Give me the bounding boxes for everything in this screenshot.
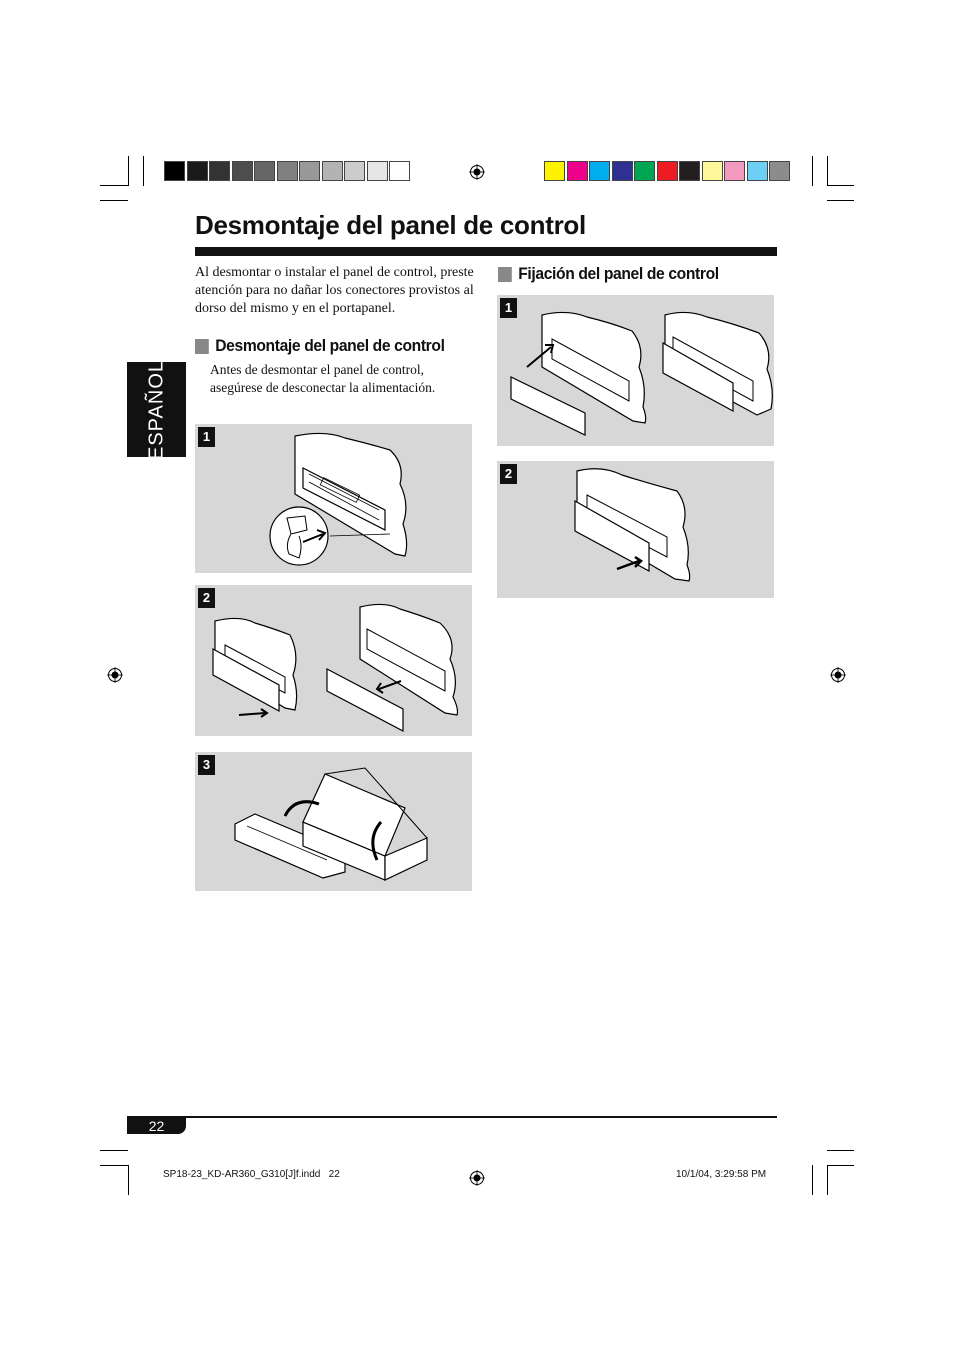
- registration-swatch: [634, 161, 655, 181]
- removal-text: Antes de desmontar el panel de control, asegúrese de desconectar la alimentación.: [210, 362, 436, 395]
- registration-swatch: [299, 161, 320, 181]
- step-number: 2: [198, 588, 215, 608]
- page-title: Desmontaje del panel de control: [195, 210, 586, 240]
- removal-step-3-panel: [195, 752, 472, 891]
- store-in-case-illustration: [195, 752, 472, 891]
- registration-swatch: [567, 161, 588, 181]
- registration-swatch: [389, 161, 410, 181]
- detach-panel-illustration: [195, 585, 472, 736]
- crop-mark: [827, 1165, 854, 1166]
- crop-mark: [100, 185, 128, 186]
- registration-swatch: [657, 161, 678, 181]
- crop-mark: [827, 1150, 854, 1151]
- registration-swatch: [589, 161, 610, 181]
- crop-mark: [100, 1165, 128, 1166]
- press-panel-illustration: [497, 461, 774, 598]
- footer-rule: [127, 1116, 777, 1118]
- crop-mark: [827, 200, 854, 201]
- registration-swatch: [747, 161, 768, 181]
- crop-mark: [100, 1150, 128, 1151]
- insert-panel-illustration: [497, 295, 774, 446]
- registration-swatch: [254, 161, 275, 181]
- attach-step-1-panel: [497, 295, 774, 446]
- crop-mark: [128, 1165, 129, 1195]
- attach-step-2-panel: [497, 461, 774, 598]
- registration-swatch: [344, 161, 365, 181]
- registration-target-icon: [469, 164, 485, 180]
- registration-swatch: [322, 161, 343, 181]
- removal-step-2-panel: [195, 585, 472, 736]
- registration-swatch: [209, 161, 230, 181]
- crop-mark: [100, 200, 128, 201]
- step-number: 1: [500, 298, 517, 318]
- attach-heading-label: Fijación del panel de control: [518, 264, 719, 283]
- registration-swatch: [277, 161, 298, 181]
- title-rule: [195, 247, 777, 256]
- removal-heading-label: Desmontaje del panel de control: [215, 336, 445, 355]
- release-button-illustration: [195, 424, 472, 573]
- crop-mark: [812, 156, 813, 186]
- registration-target-icon: [469, 1170, 485, 1186]
- registration-swatch: [544, 161, 565, 181]
- grayscale-registration-bar: [164, 161, 412, 183]
- registration-swatch: [612, 161, 633, 181]
- registration-swatch: [187, 161, 208, 181]
- language-tab-label: ESPAÑOL: [145, 359, 167, 460]
- registration-swatch: [724, 161, 745, 181]
- heading-square-icon: [498, 267, 512, 282]
- intro-text: Al desmontar o instalar el panel de control, preste atención para no dañar los conectores provistos al dorso del mismo y en el portapanel.: [195, 265, 474, 316]
- footer-file-name: SP18-23_KD-AR360_G310[J]f.indd 22: [163, 1169, 340, 1180]
- crop-mark: [812, 1165, 813, 1195]
- crop-mark: [143, 156, 144, 186]
- registration-swatch: [367, 161, 388, 181]
- registration-swatch: [769, 161, 790, 181]
- footer-timestamp: 10/1/04, 3:29:58 PM: [676, 1169, 767, 1180]
- crop-mark: [128, 156, 129, 186]
- crop-mark: [827, 1165, 828, 1195]
- removal-heading: [195, 336, 445, 356]
- crop-mark: [827, 185, 854, 186]
- registration-swatch: [702, 161, 723, 181]
- page-number: 22: [127, 1118, 186, 1134]
- crop-mark: [827, 156, 828, 186]
- registration-swatch: [232, 161, 253, 181]
- registration-target-icon: [830, 667, 846, 683]
- language-tab: [127, 359, 186, 460]
- registration-swatch: [164, 161, 185, 181]
- step-number: 1: [198, 427, 215, 447]
- registration-target-icon: [107, 667, 123, 683]
- attach-heading: [498, 264, 719, 284]
- step-number: 3: [198, 755, 215, 775]
- removal-step-1-panel: [195, 424, 472, 573]
- heading-square-icon: [195, 339, 209, 354]
- step-number: 2: [500, 464, 517, 484]
- registration-swatch: [679, 161, 700, 181]
- color-registration-bar: [544, 161, 792, 183]
